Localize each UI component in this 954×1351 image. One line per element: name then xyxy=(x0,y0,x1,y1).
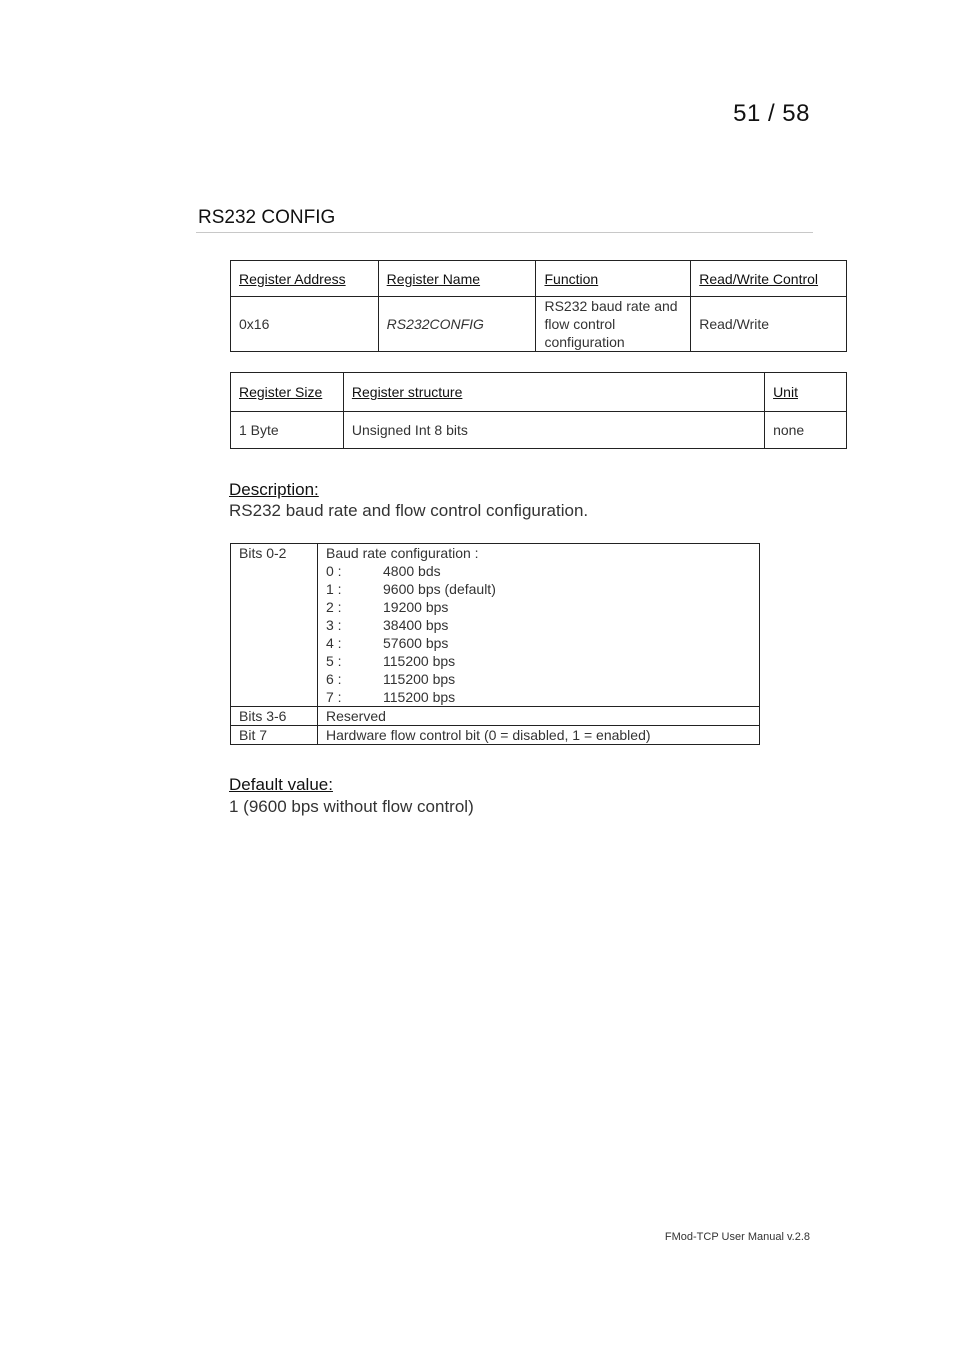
default-value-heading: Default value: xyxy=(229,775,333,794)
baud-option-value: 115200 bps xyxy=(383,689,456,705)
register-address-value: 0x16 xyxy=(231,297,379,352)
bits-label: Bits 0-2 xyxy=(231,544,318,707)
baud-option-value: 38400 bps xyxy=(383,617,449,633)
baud-option xyxy=(326,598,751,616)
baud-option-key: 6 : xyxy=(326,671,342,687)
bits-description: Hardware flow control bit (0 = disabled, 1 = enabled) xyxy=(318,726,760,745)
header-function: Function xyxy=(536,261,691,297)
baud-option xyxy=(326,670,751,688)
table-row xyxy=(231,707,760,726)
section-divider xyxy=(196,232,813,233)
baud-option-value: 115200 bps xyxy=(383,653,456,669)
bits-description: Reserved xyxy=(318,707,760,726)
baud-option-value: 57600 bps xyxy=(383,635,449,651)
baud-option xyxy=(326,580,751,598)
register-size-table xyxy=(230,372,847,449)
table-header-row xyxy=(231,373,847,412)
register-structure-value: Unsigned Int 8 bits xyxy=(343,412,764,449)
table-row xyxy=(231,297,847,352)
table-row xyxy=(231,412,847,449)
header-read-write-control: Read/Write Control xyxy=(691,261,847,297)
baud-option-key: 0 : xyxy=(326,563,342,579)
default-value-text: 1 (9600 bps without flow control) xyxy=(229,797,474,816)
table-row xyxy=(231,544,760,707)
description-heading: Description: xyxy=(229,480,319,499)
header-register-name: Register Name xyxy=(378,261,536,297)
description-text: RS232 baud rate and flow control configuration. xyxy=(229,501,589,520)
read-write-value: Read/Write xyxy=(691,297,847,352)
baud-option-key: 4 : xyxy=(326,635,342,651)
baud-option-key: 5 : xyxy=(326,653,342,669)
header-register-structure: Register structure xyxy=(343,373,764,412)
footer-manual-title: FMod-TCP User Manual v.2.8 xyxy=(664,1231,810,1243)
function-value: RS232 baud rate and flow control configuration xyxy=(536,297,691,352)
baud-rate-title: Baud rate configuration : xyxy=(326,545,479,561)
section-title: RS232 CONFIG xyxy=(198,207,336,228)
baud-option-key: 3 : xyxy=(326,617,342,633)
register-size-value: 1 Byte xyxy=(231,412,344,449)
baud-option xyxy=(326,652,751,670)
baud-option-key: 1 : xyxy=(326,581,342,597)
table-row xyxy=(231,726,760,745)
baud-option-key: 2 : xyxy=(326,599,342,615)
register-name-value: RS232CONFIG xyxy=(378,297,536,352)
baud-option-value: 19200 bps xyxy=(383,599,449,615)
baud-option-value: 4800 bds xyxy=(383,563,441,579)
bit-definition-table xyxy=(230,543,760,745)
baud-rate-cell xyxy=(318,544,760,707)
baud-option xyxy=(326,688,751,706)
bits-label: Bits 3-6 xyxy=(231,707,318,726)
baud-option-value: 115200 bps xyxy=(383,671,456,687)
header-register-size: Register Size xyxy=(231,373,344,412)
page-number: 51 / 58 xyxy=(733,100,810,127)
baud-option xyxy=(326,634,751,652)
baud-option xyxy=(326,562,751,580)
header-unit: Unit xyxy=(765,373,847,412)
baud-option xyxy=(326,616,751,634)
bits-label: Bit 7 xyxy=(231,726,318,745)
baud-option-value: 9600 bps (default) xyxy=(383,581,496,597)
unit-value: none xyxy=(765,412,847,449)
register-info-table xyxy=(230,260,847,352)
header-register-address: Register Address xyxy=(231,261,379,297)
baud-option-key: 7 : xyxy=(326,689,342,705)
table-header-row xyxy=(231,261,847,297)
